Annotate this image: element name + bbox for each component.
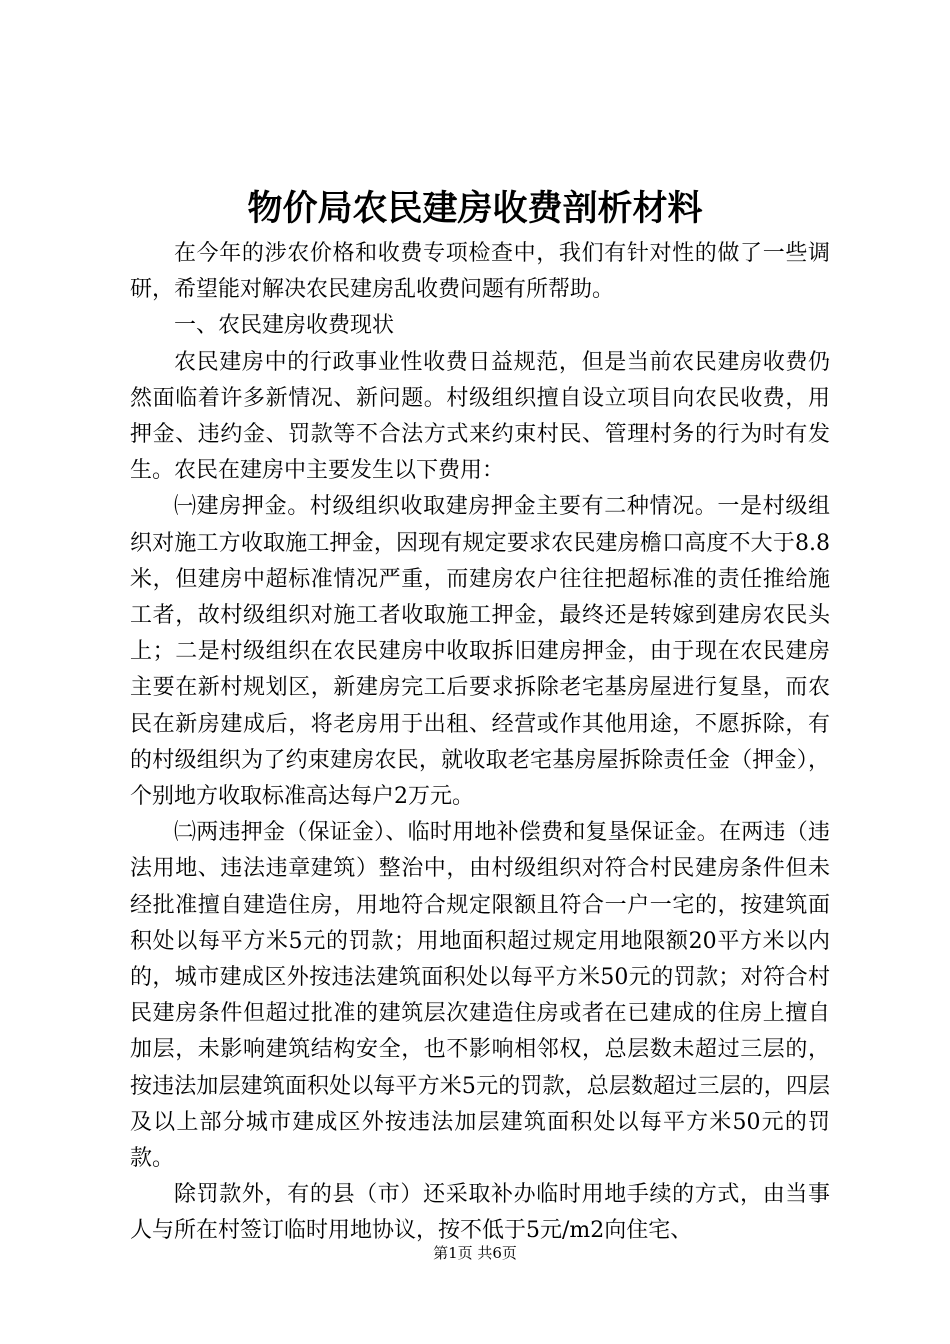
paragraph-overview: 农民建房中的行政事业性收费日益规范，但是当前农民建房收费仍然面临着许多新情况、新问题。村级组织擅自设立项目向农民收费，用押金、违约金、罚款等不合法方式来约束村民、管理村务的行为时有发生。农民在建房中主要发生以下费用： — [130, 349, 830, 484]
paragraph-item-2: ㈡两违押金（保证金）、临时用地补偿费和复垦保证金。在两违（违法用地、违法违章建筑）整治中，由村级组织对符合村民建房条件但未经批准擅自建造住房，用地符合规定限额且符合一户一宅的，按建筑面积处以每平方米5元的罚款；用地面积超过规定用地限额20平方米以内的，城市建成区外按违法建筑面积处以每平方米50元的罚款；对符合村民建房条件但超过批准的建筑层次建造住房或者在已建成的住房上擅自加层，未影响建筑结构安全，也不影响相邻权，总层数未超过三层的，按违法加层建筑面积处以每平方米5元的罚款，总层数超过三层的，四层及以上部分城市建成区外按违法加层建筑面积处以每平方米50元的罚款。 — [130, 820, 830, 1172]
paragraph-item-1: ㈠建房押金。村级组织收取建房押金主要有二种情况。一是村级组织对施工方收取施工押金，因现有规定要求农民建房檐口高度不大于8.8米，但建房中超标准情况严重，而建房农户往往把超标准的责任推给施工者，故村级组织对施工者收取施工押金，最终还是转嫁到建房农民头上；二是村级组织在农民建房中收取拆旧建房押金，由于现在农民建房主要在新村规划区，新建房完工后要求拆除老宅基房屋进行复垦，而农民在新房建成后，将老房用于出租、经营或作其他用途，不愿拆除，有的村级组织为了约束建房农民，就收取老宅基房屋拆除责任金（押金），个别地方收取标准高达每户2万元。 — [130, 494, 830, 810]
document-body — [130, 236, 830, 1250]
document-title: 物价局农民建房收费剖析材料 — [247, 188, 703, 229]
paragraph-intro: 在今年的涉农价格和收费专项检查中，我们有针对性的做了一些调研，希望能对解决农民建房乱收费问题有所帮助。 — [130, 241, 830, 303]
section-heading: 一、农民建房收费现状 — [174, 313, 395, 339]
page-footer: 第1页 共6页 — [433, 1244, 517, 1262]
paragraph-penalty: 除罚款外，有的县（市）还采取补办临时用地手续的方式，由当事人与所在村签订临时用地协议，按不低于5元/m2向住宅、 — [130, 1182, 830, 1244]
